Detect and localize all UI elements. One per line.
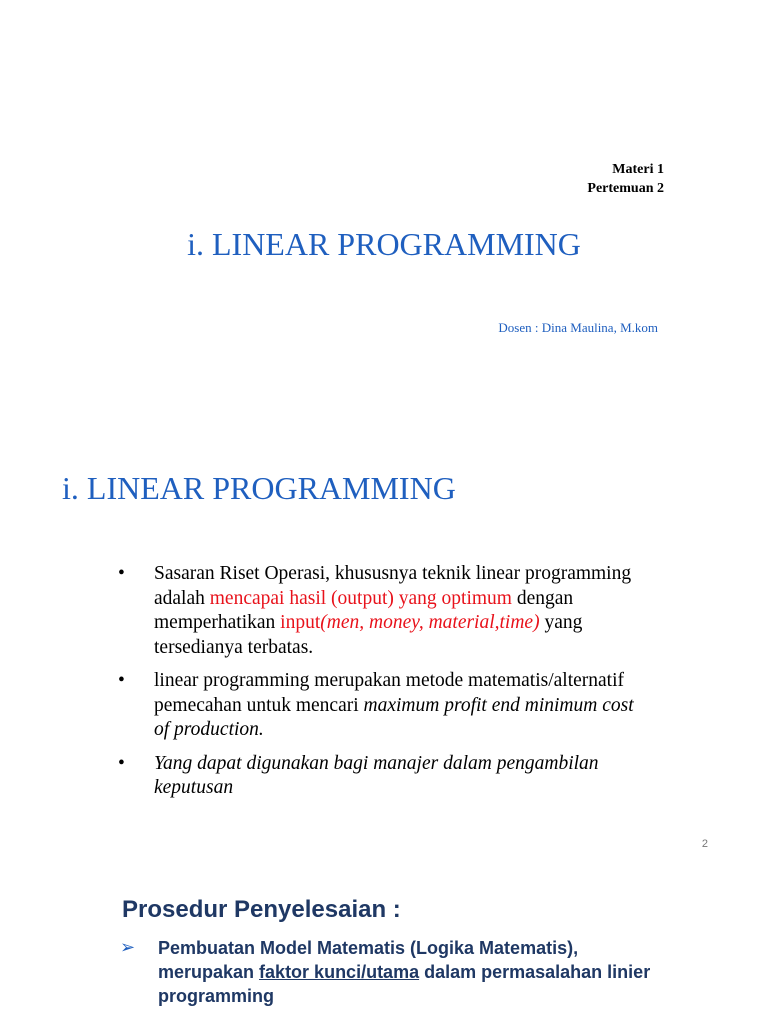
text-run: yang tersedianya terbatas.: [154, 612, 583, 658]
text-run: Pembuatan Model Matematis (Logika Matematis), merupakan: [158, 938, 579, 982]
highlight-text: input: [280, 612, 321, 633]
italic-text: Yang dapat digunakan bagi manajer dalam pengambilan keputusan: [154, 752, 599, 798]
procedure-item: [158, 936, 678, 1008]
bullet-icon: •: [118, 752, 125, 774]
italic-text: maximum profit end minimum cost of production.: [154, 694, 634, 740]
text-run: linear programming merupakan metode matematis/alternatif pemecahan untuk mencari: [154, 670, 624, 716]
slide-title: [0, 0, 768, 420]
lecturer-name: Dosen : Dina Maulina, M.kom: [498, 320, 658, 335]
text-run: dengan memperhatikan: [154, 587, 574, 633]
slide-meta: [587, 160, 664, 198]
bullet-list: [118, 562, 638, 810]
highlight-italic-text: (men, money, material,time): [320, 612, 540, 633]
text-run: dalam permasalahan linier programming: [158, 962, 651, 1006]
text-run: Sasaran Riset Operasi, khususnya teknik linear programming adalah: [154, 563, 632, 609]
list-item: [118, 562, 638, 660]
bullet-icon: •: [118, 670, 125, 691]
page-number: 2: [701, 838, 708, 850]
content-title: i. LINEAR PROGRAMMING: [62, 470, 456, 506]
bullet-icon: •: [118, 563, 125, 584]
pertemuan-label: Pertemuan 2: [587, 181, 664, 196]
list-item: [118, 752, 638, 801]
highlight-text: mencapai hasil (output) yang optimum: [209, 587, 512, 609]
underlined-text: faktor kunci/utama: [259, 962, 420, 982]
list-item: [118, 669, 638, 743]
slide-title-heading: i. LINEAR PROGRAMMING: [187, 226, 581, 262]
arrow-bullet-icon: ➢: [120, 937, 136, 958]
materi-label: Materi 1: [612, 162, 664, 177]
slide-content: [0, 420, 768, 860]
procedure-title: Prosedur Penyelesaian :: [122, 896, 401, 923]
slide-procedure: [0, 860, 768, 1024]
